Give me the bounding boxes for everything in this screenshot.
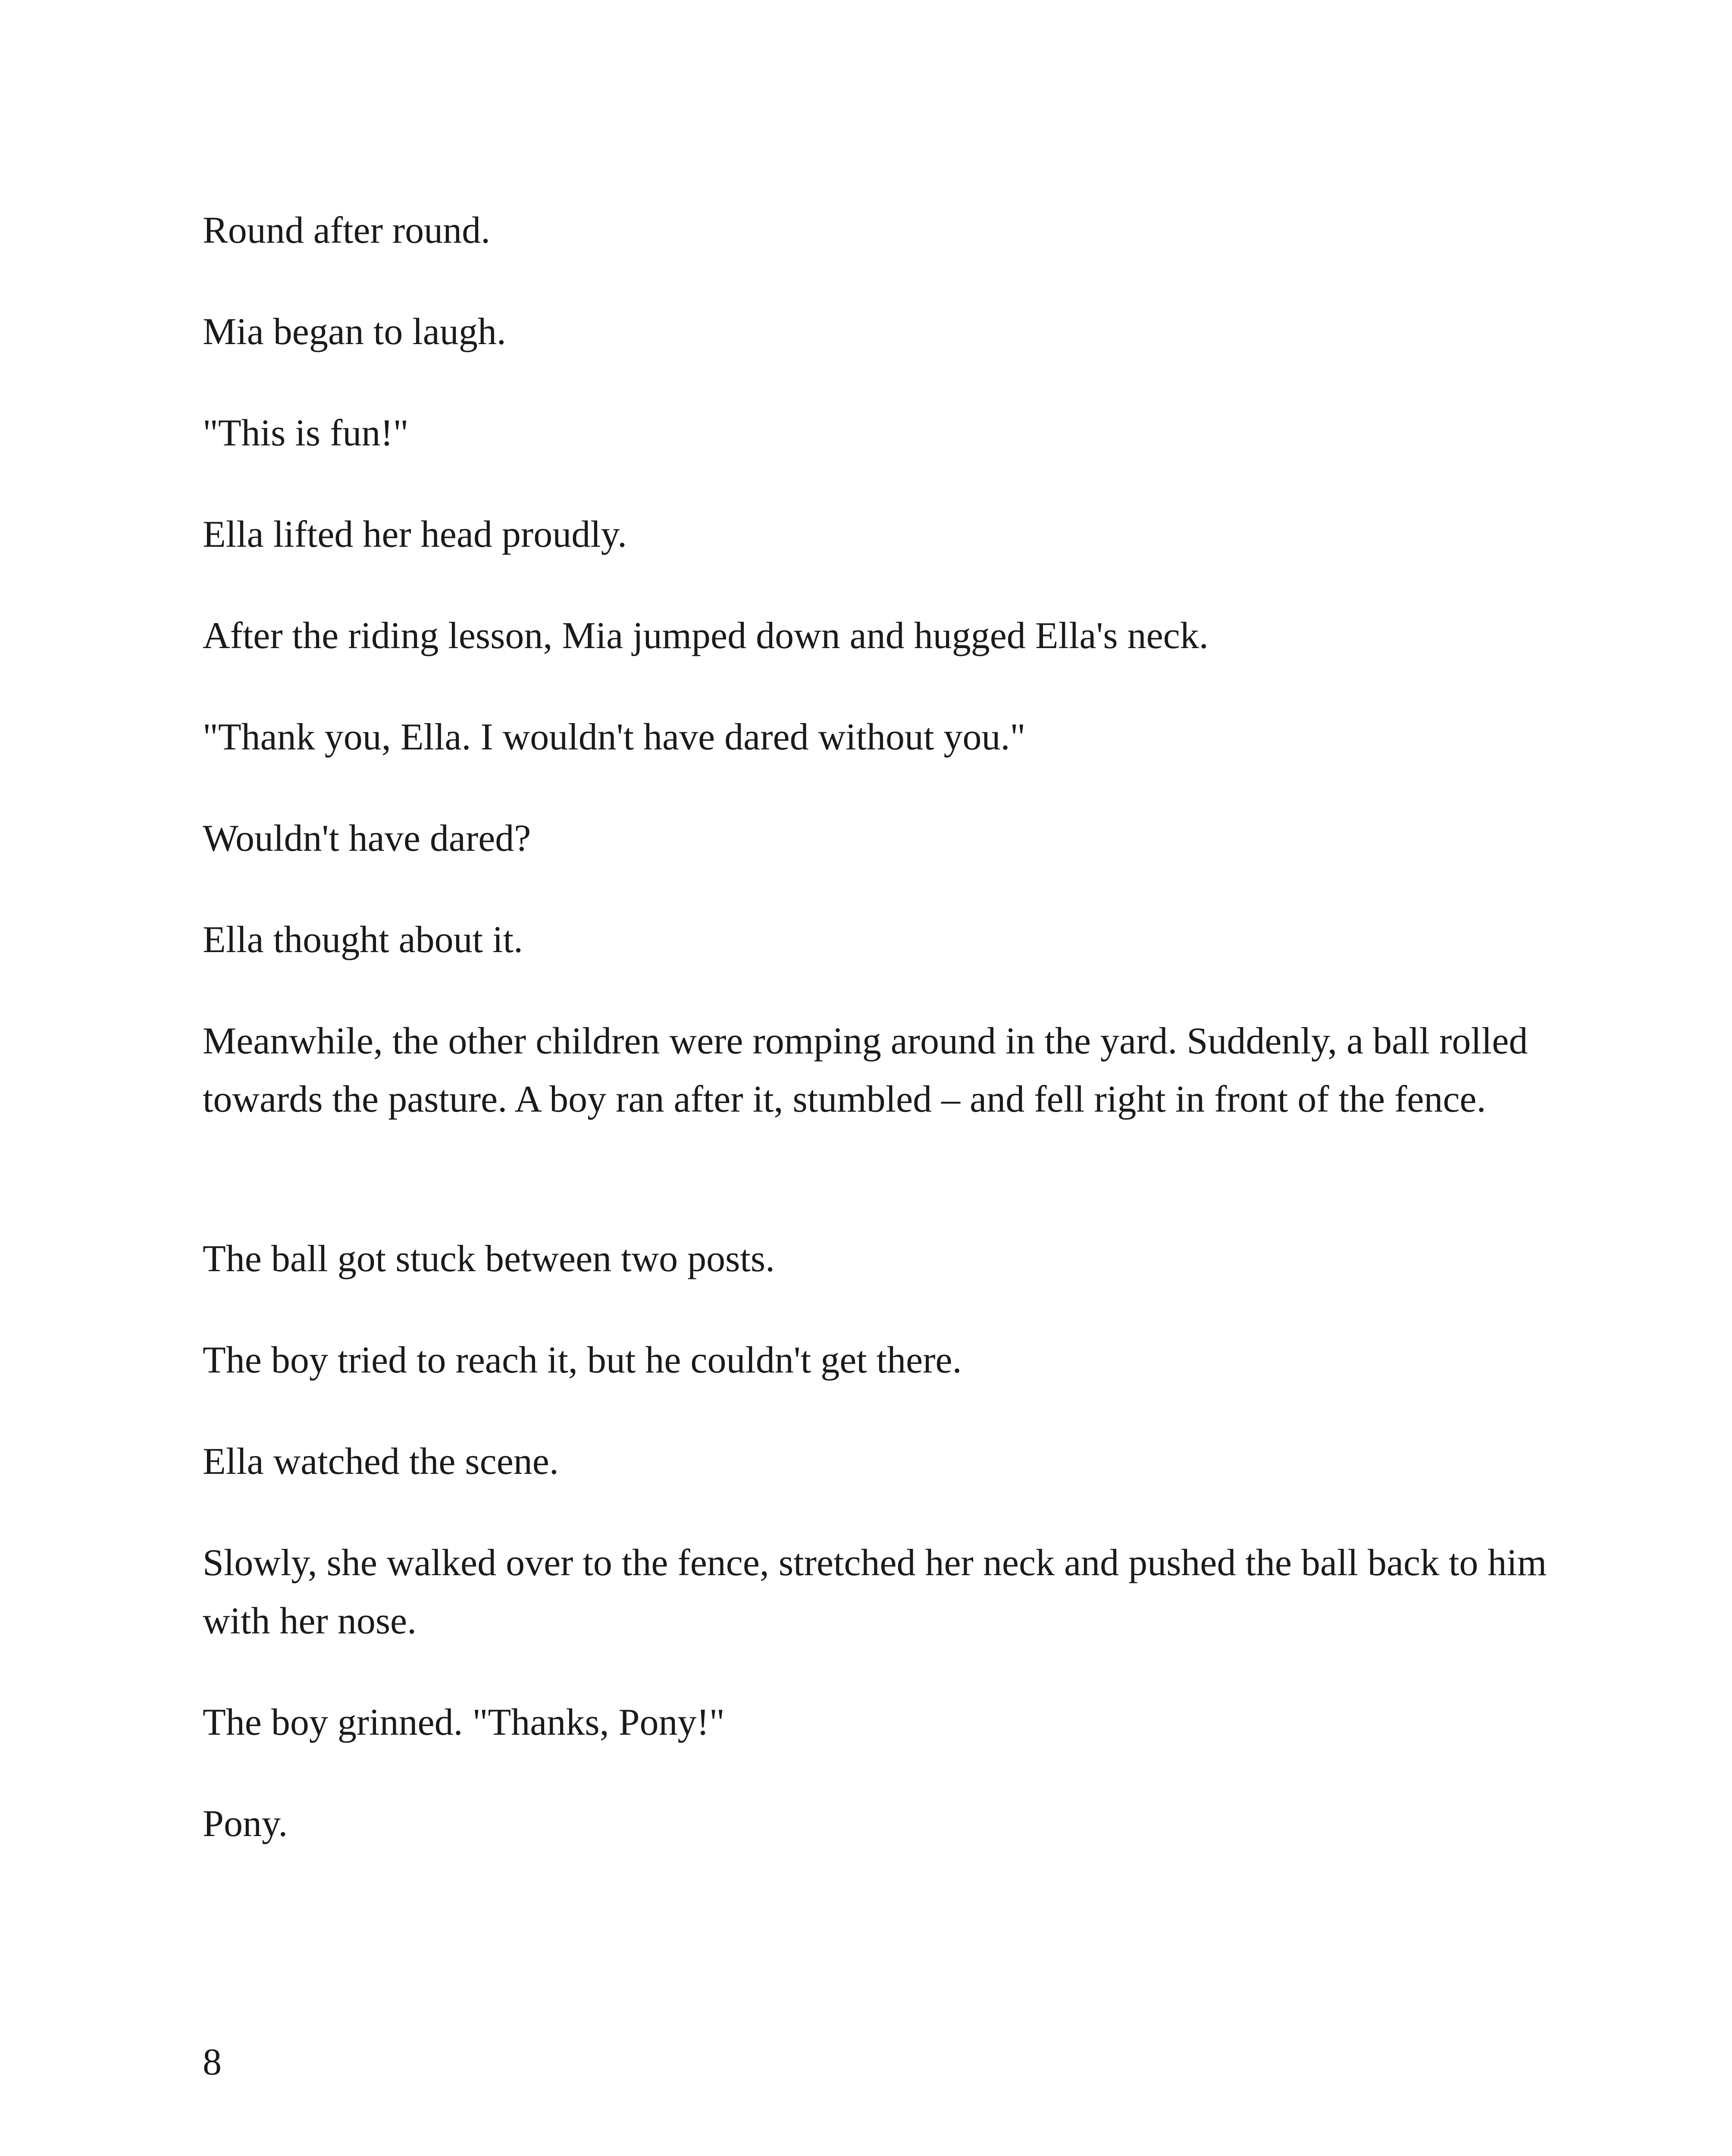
paragraph: The ball got stuck between two posts. — [203, 1238, 775, 1280]
paragraph: The boy grinned. "Thanks, Pony!" — [203, 1702, 725, 1743]
paragraph: Ella watched the scene. — [203, 1441, 559, 1482]
paragraph: Mia began to laugh. — [203, 311, 506, 353]
paragraph: Slowly, she walked over to the fence, stretched her neck and pushed the ball back to him with her nose. — [203, 1542, 1547, 1642]
paragraph: "Thank you, Ella. I wouldn't have dared without you." — [203, 716, 1026, 758]
paragraph: The boy tried to reach it, but he couldn't get there. — [203, 1339, 962, 1381]
paragraph: Pony. — [203, 1803, 288, 1845]
paragraph: Ella thought about it. — [203, 919, 523, 961]
paragraph: Ella lifted her head proudly. — [203, 514, 627, 555]
paragraph: Meanwhile, the other children were romping around in the yard. Suddenly, a ball rolled towards the pasture. A boy ran after it, stumbled – and fell right in front of the fence. — [203, 1020, 1528, 1120]
paragraph: After the riding lesson, Mia jumped down and hugged Ella's neck. — [203, 615, 1209, 657]
paragraph: Round after round. — [203, 210, 491, 251]
page-number: 8 — [203, 2041, 222, 2083]
paragraph: "This is fun!" — [203, 412, 409, 454]
paragraph: Wouldn't have dared? — [203, 818, 531, 859]
